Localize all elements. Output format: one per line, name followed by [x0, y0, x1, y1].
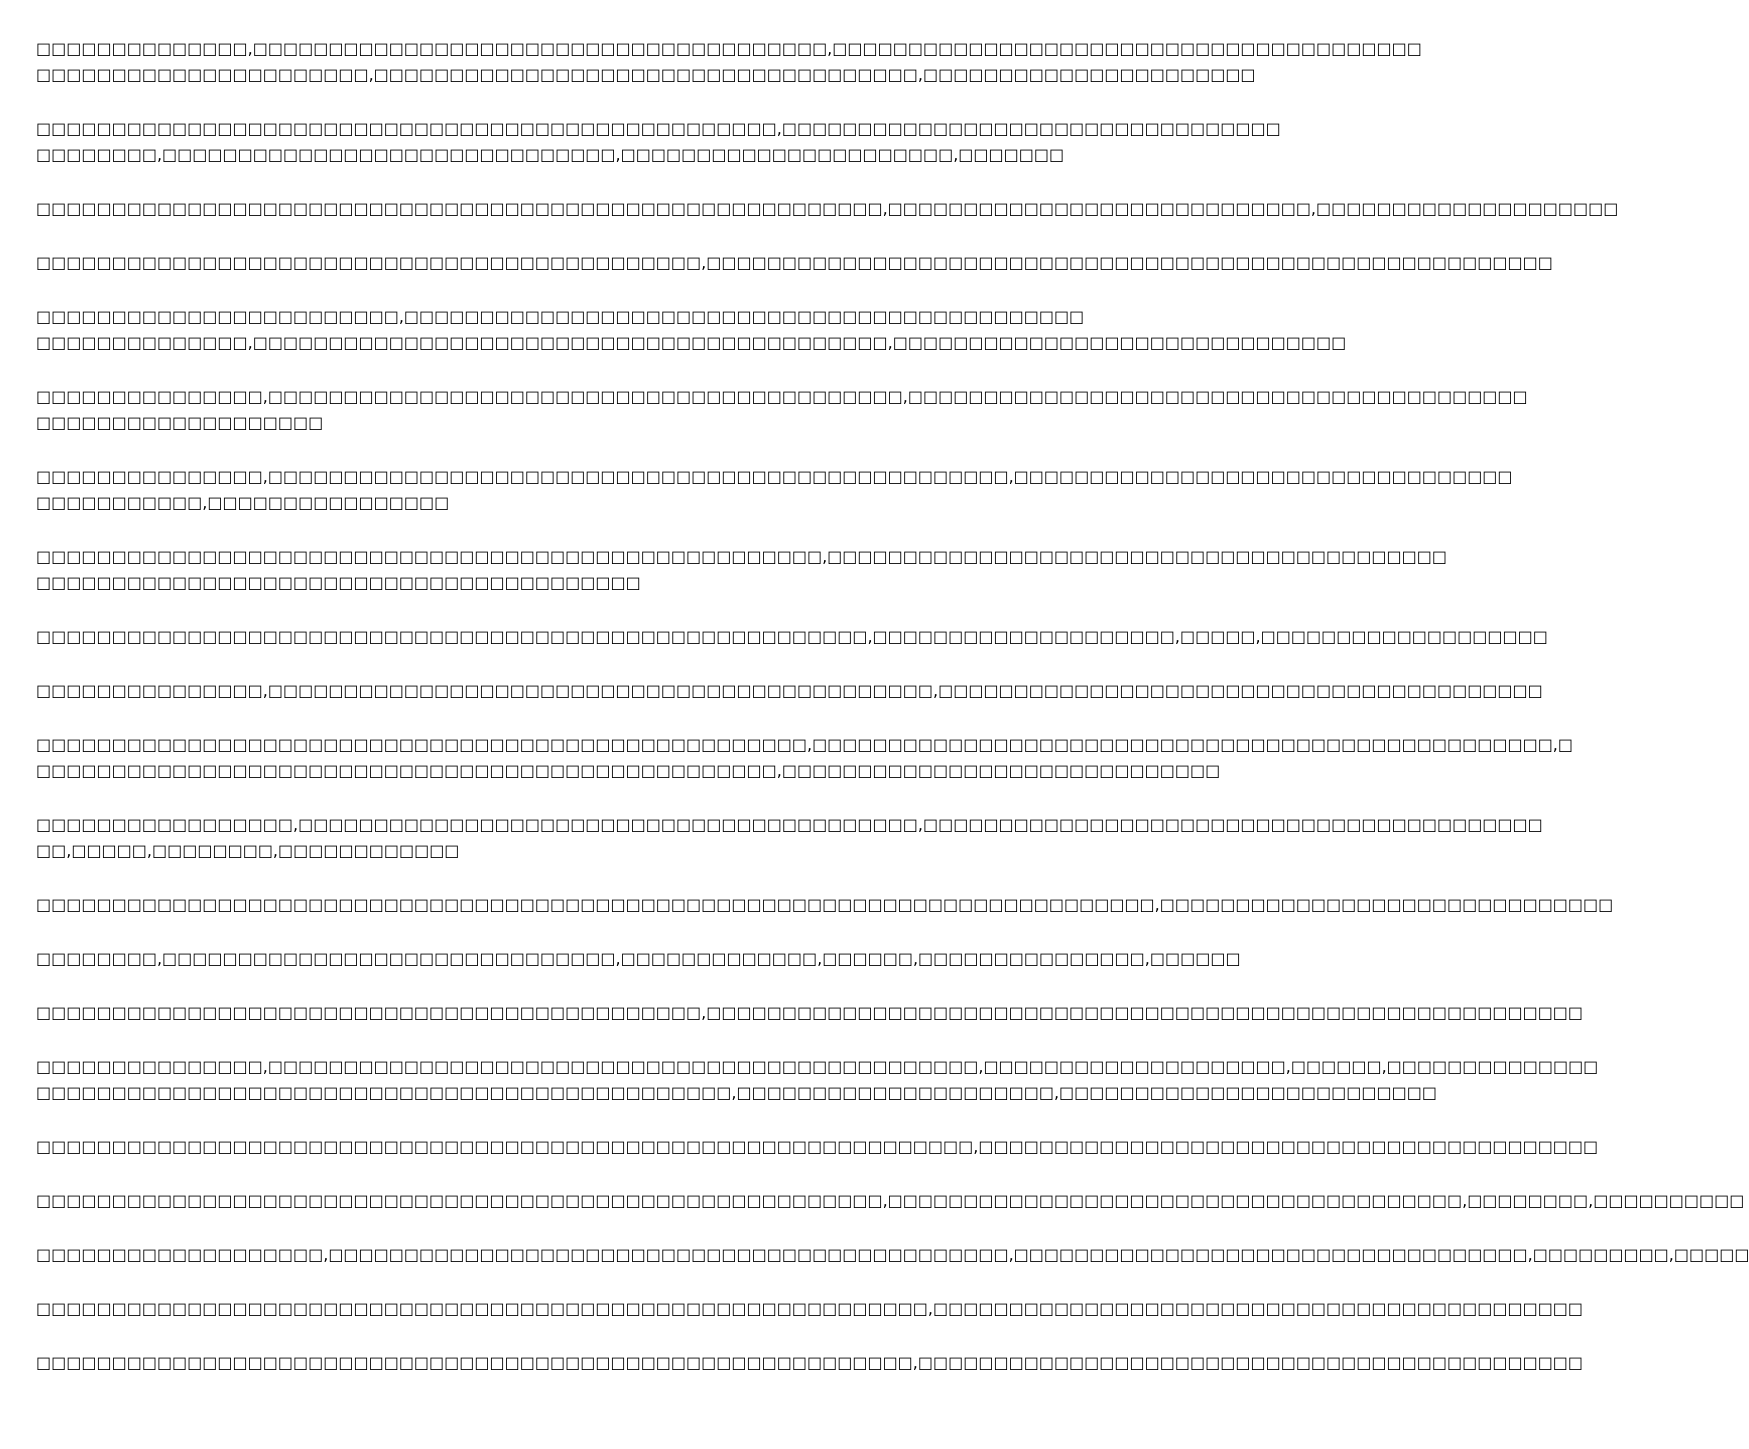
text-line: □□□□□□□□□□□□□□□□□,□□□□□□□□□□□□□□□□□□□□□□□□□□□□□□□□□□□□□□□□□,□□□□□□□□□□□□□□□□□□□□□□□□□□□□□□□□□□□□□□□□□	[36, 815, 1543, 834]
text-paragraph	[36, 1353, 1584, 1379]
text-paragraph	[36, 1137, 1599, 1163]
text-line: □□□□□□□□□□□□□□□□□□□	[36, 413, 324, 432]
text-line: □□□□□□□□□□□□□□□□□□□□□□□□□□□□□□□□□□□□□□□□□□□□□□,□□□□□□□□□□□□□□□□□□□□□,□□□□□□□□□□□□□□□□□□□□□□□□□	[36, 1083, 1437, 1102]
text-paragraph	[36, 1057, 1599, 1109]
text-line: □□□□□□□□□□□□□□□□□□□□□□□□□□□□□□□□□□□□□□□□□□□□□□□□□□□□□□□□□□□,□□□□□□□□□□□□□□□□□□□□□□□□□□□□□□□□□□□□□□□□□□□	[36, 1299, 1584, 1318]
text-line: □□□□□□□□,□□□□□□□□□□□□□□□□□□□□□□□□□□□□□□,□□□□□□□□□□□□□□□□□□□□□□,□□□□□□□	[36, 145, 1065, 164]
text-line: □□□□□□□□□□□□□□□□□□□□□□□□□□□□□□□□□□□□□□□□□□□□□□□□□□□□□□□□□□,□□□□□□□□□□□□□□□□□□□□□□□□□□□□□□□□□□□□□□□□□□□□	[36, 1353, 1584, 1372]
document-page	[36, 39, 1749, 1407]
text-paragraph	[36, 735, 1574, 787]
text-paragraph	[36, 253, 1553, 279]
text-line: □□□□□□□□□□□□□□□,□□□□□□□□□□□□□□□□□□□□□□□□□□□□□□□□□□□□□□□□□□□□,□□□□□□□□□□□□□□□□□□□□□□□□□□□□□□□□□□□□□□□□	[36, 681, 1543, 700]
text-line: □□□□□□□□□□□□□□□□□□□□□□□□□□□□□□□□□□□□□□□□□□□□□□□□□□□□□□□□,□□□□□□□□□□□□□□□□□□□□□□□□□□□□□□□□□□□□□□,□□□□□□□□,□□□□□□□□□□	[36, 1191, 1745, 1210]
text-paragraph	[36, 681, 1543, 707]
text-line: □□□□□□□□□□□□□□□□□□□□□□□□□□□□□□□□□□□□□□□□□□□□□□□□□□□□□□□□□□□□□□□□□□□□□□□□□□,□□□□□□□□□□□□□□□□□□□□□□□□□□□□□□	[36, 895, 1614, 914]
text-line: □□□□□□□□□□□□□□□□□□□□□□□□□□□□□□□□□□□□□□□□□□□□□□□□□□□,□□□□□□□□□□□□□□□□□□□□□□□□□□□□□□□□□□□□□□□□□□□□□□□□□,□	[36, 735, 1574, 754]
text-paragraph	[36, 307, 1347, 359]
text-paragraph	[36, 387, 1528, 439]
text-line: □□□□□□□□□□□□□□□□□□□□□□□□□□□□□□□□□□□□□□□□□□□□□□□□□,□□□□□□□□□□□□□□□□□□□□□□□□□□□□□	[36, 761, 1221, 780]
text-line: □□□□□□□□□□□□□□□□□□□□□□,□□□□□□□□□□□□□□□□□□□□□□□□□□□□□□□□□□□□,□□□□□□□□□□□□□□□□□□□□□□	[36, 65, 1256, 84]
text-line: □□□□□□□□□□□□□□□□□□□,□□□□□□□□□□□□□□□□□□□□□□□□□□□□□□□□□□□□□□□□□□□□□,□□□□□□□□□□□□□□□□□□□□□□□□□□□□□□□□□□,□□□□□□□□□,□□□□□	[36, 1245, 1749, 1264]
text-line: □□□□□□□□□□□□□□□□□□□□□□□□□□□□□□□□□□□□□□□□□□□□,□□□□□□□□□□□□□□□□□□□□□□□□□□□□□□□□□□□□□□□□□□□□□□□□□□□□□□□□	[36, 253, 1553, 272]
text-line: □□□□□□□□□□□□□□□□□□□□□□□□□□□□□□□□□□□□□□□□□□□□□□□□□□□□□□□,□□□□□□□□□□□□□□□□□□□□,□□□□□,□□□□□□□□□□□□□□□□□□□	[36, 627, 1548, 646]
text-paragraph	[36, 199, 1619, 225]
text-line: □□□□□□□□□□□□□□,□□□□□□□□□□□□□□□□□□□□□□□□□□□□□□□□□□□□□□□□□□,□□□□□□□□□□□□□□□□□□□□□□□□□□□□□□	[36, 333, 1347, 352]
text-paragraph	[36, 467, 1513, 519]
text-line: □□□□□□□□□□□□□□□,□□□□□□□□□□□□□□□□□□□□□□□□□□□□□□□□□□□□□□□□□□,□□□□□□□□□□□□□□□□□□□□□□□□□□□□□□□□□□□□□□□□□	[36, 387, 1528, 406]
text-line: □□□□□□□□□□□□□□□□□□□□□□□□□□□□□□□□□□□□□□□□□□□□□□□□□,□□□□□□□□□□□□□□□□□□□□□□□□□□□□□□□□□	[36, 119, 1281, 138]
text-paragraph	[36, 949, 1241, 975]
text-paragraph	[36, 1299, 1584, 1325]
text-line: □□□□□□□□□□□,□□□□□□□□□□□□□□□□	[36, 493, 450, 512]
text-paragraph	[36, 547, 1447, 599]
text-paragraph	[36, 1191, 1745, 1217]
text-line: □□□□□□□□□□□□□□□,□□□□□□□□□□□□□□□□□□□□□□□□□□□□□□□□□□□□□□□□□□□□□□□□□,□□□□□□□□□□□□□□□□□□□□□□□□□□□□□□□□□	[36, 467, 1513, 486]
text-line: □□,□□□□□,□□□□□□□□,□□□□□□□□□□□□	[36, 841, 460, 860]
text-line: □□□□□□□□□□□□□□,□□□□□□□□□□□□□□□□□□□□□□□□□□□□□□□□□□□□□□,□□□□□□□□□□□□□□□□□□□□□□□□□□□□□□□□□□□□□□□	[36, 39, 1422, 58]
text-paragraph	[36, 119, 1281, 171]
text-line: □□□□□□□□□□□□□□□□□□□□□□□□,□□□□□□□□□□□□□□□□□□□□□□□□□□□□□□□□□□□□□□□□□□□□□	[36, 307, 1085, 326]
text-paragraph	[36, 39, 1422, 91]
text-paragraph	[36, 627, 1548, 653]
text-paragraph	[36, 895, 1614, 921]
text-line: □□□□□□□□□□□□□□□□□□□□□□□□□□□□□□□□□□□□□□□□□□□□□□□□□□□□□□□□,□□□□□□□□□□□□□□□□□□□□□□□□□□□□,□□□□□□□□□□□□□□□□□□□□	[36, 199, 1619, 218]
text-line: □□□□□□□□□□□□□□□,□□□□□□□□□□□□□□□□□□□□□□□□□□□□□□□□□□□□□□□□□□□□□□□,□□□□□□□□□□□□□□□□□□□□,□□□□□□,□□□□□□□□□□□□□□	[36, 1057, 1599, 1076]
text-line: □□□□□□□□□□□□□□□□□□□□□□□□□□□□□□□□□□□□□□□□□□□□□□□□□□□□□□□□□□□□□□,□□□□□□□□□□□□□□□□□□□□□□□□□□□□□□□□□□□□□□□□□	[36, 1137, 1599, 1156]
text-line: □□□□□□□□,□□□□□□□□□□□□□□□□□□□□□□□□□□□□□□,□□□□□□□□□□□□□,□□□□□□,□□□□□□□□□□□□□□□,□□□□□□	[36, 949, 1241, 968]
text-paragraph	[36, 1003, 1584, 1029]
text-line: □□□□□□□□□□□□□□□□□□□□□□□□□□□□□□□□□□□□□□□□□□□□□□□□□□□□,□□□□□□□□□□□□□□□□□□□□□□□□□□□□□□□□□□□□□□□□□	[36, 547, 1447, 566]
text-paragraph	[36, 1245, 1749, 1271]
text-line: □□□□□□□□□□□□□□□□□□□□□□□□□□□□□□□□□□□□□□□□	[36, 573, 641, 592]
text-paragraph	[36, 815, 1543, 867]
text-line: □□□□□□□□□□□□□□□□□□□□□□□□□□□□□□□□□□□□□□□□□□□□,□□□□□□□□□□□□□□□□□□□□□□□□□□□□□□□□□□□□□□□□□□□□□□□□□□□□□□□□□□	[36, 1003, 1584, 1022]
